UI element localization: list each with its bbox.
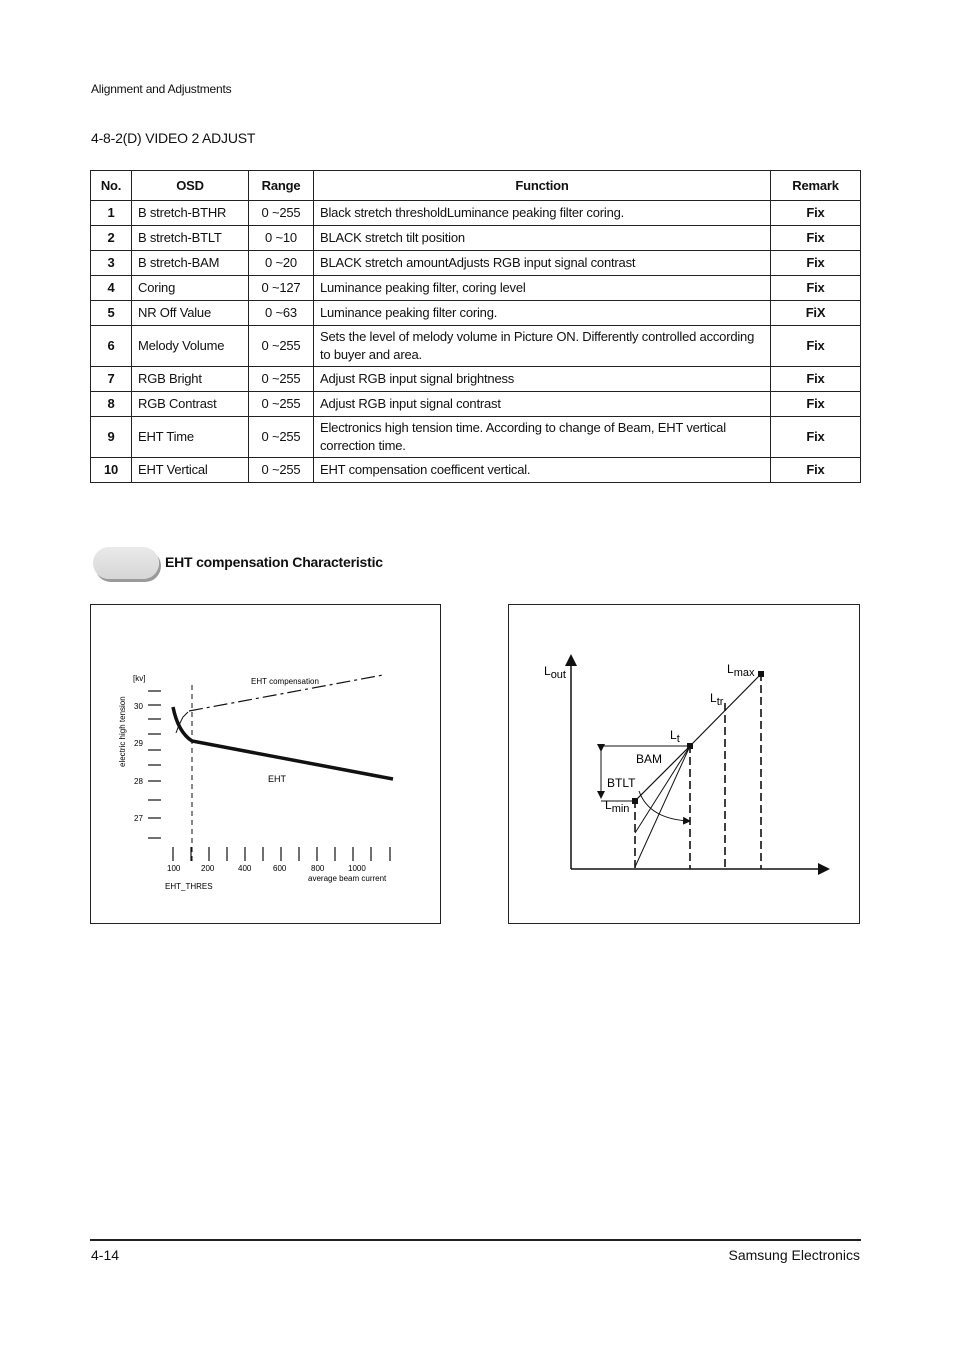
cell-function: Luminance peaking filter coring. [314, 301, 771, 326]
eht-curve [173, 707, 393, 779]
l-out-label: Lout [544, 664, 566, 681]
eht-section-title: EHT compensation Characteristic [165, 554, 383, 570]
table-row [91, 392, 861, 417]
lmax-point [758, 671, 764, 677]
lmin-point [632, 798, 638, 804]
cell-function: BLACK stretch tilt position [314, 226, 771, 251]
y-tick-label: 30 [134, 702, 143, 711]
table-row [91, 326, 861, 367]
cell-osd: RGB Bright [132, 367, 249, 392]
cell-remark: Fix [771, 326, 861, 367]
cell-no: 5 [91, 301, 132, 326]
cell-function: BLACK stretch amountAdjusts RGB input signal contrast [314, 251, 771, 276]
cell-osd: EHT Time [132, 417, 249, 458]
cell-range: 0 ~255 [249, 417, 314, 458]
y-tick-label: 28 [134, 777, 143, 786]
table-row [91, 226, 861, 251]
cell-range: 0 ~127 [249, 276, 314, 301]
eht-label: EHT [268, 774, 286, 784]
cell-no: 4 [91, 276, 132, 301]
cell-remark: Fix [771, 251, 861, 276]
x-tick-label: 800 [311, 864, 325, 873]
video2-adjust-table [90, 170, 861, 483]
cell-osd: B stretch-BTHR [132, 201, 249, 226]
x-axis-label: average beam current [308, 874, 387, 883]
l-min-label: Lmin [605, 798, 630, 815]
cell-no: 8 [91, 392, 132, 417]
cell-function: Black stretch thresholdLuminance peaking filter coring. [314, 201, 771, 226]
cell-range: 0 ~255 [249, 326, 314, 367]
running-head: Alignment and Adjustments [91, 82, 232, 96]
cell-range: 0 ~20 [249, 251, 314, 276]
table-row [91, 458, 861, 483]
x-tick-label: 600 [273, 864, 287, 873]
y-tick-marks [148, 691, 161, 838]
table-body [91, 201, 861, 483]
l-t-label: Lt [670, 728, 680, 745]
cell-osd: EHT Vertical [132, 458, 249, 483]
cell-no: 10 [91, 458, 132, 483]
bam-label: BAM [636, 752, 663, 766]
table-row [91, 251, 861, 276]
transfer-upper [690, 674, 761, 746]
cell-function: Electronics high tension time. According to change of Beam, EHT vertical correction time. [314, 417, 771, 458]
x-tick-label: 400 [238, 864, 252, 873]
cell-range: 0 ~63 [249, 301, 314, 326]
btlt-label: BTLT [607, 776, 636, 790]
cell-range: 0 ~255 [249, 201, 314, 226]
footer-rule [90, 1239, 861, 1241]
unit-label: [kv] [133, 674, 146, 683]
table-row [91, 301, 861, 326]
x-tick-marks [173, 847, 390, 861]
cell-remark: Fix [771, 276, 861, 301]
cell-osd: B stretch-BAM [132, 251, 249, 276]
section-title: 4-8-2(D) VIDEO 2 ADJUST [91, 130, 256, 146]
section-marker-pill [93, 547, 159, 579]
table-row [91, 276, 861, 301]
cell-no: 3 [91, 251, 132, 276]
table-header-row [91, 171, 861, 201]
y-tick-label: 29 [134, 739, 143, 748]
col-header-remark: Remark [771, 171, 861, 201]
company-name: Samsung Electronics [728, 1247, 860, 1263]
col-header-no: No. [91, 171, 132, 201]
eht-chart-frame [90, 604, 441, 924]
l-tr-label: Ltr [710, 691, 724, 708]
black-stretch-diagram [509, 605, 859, 923]
cell-remark: Fix [771, 226, 861, 251]
cell-no: 9 [91, 417, 132, 458]
y-axis-label: electric high tension [118, 696, 127, 767]
x-tick-label: 1000 [348, 864, 366, 873]
cell-range: 0 ~255 [249, 458, 314, 483]
cell-osd: Coring [132, 276, 249, 301]
cell-remark: Fix [771, 458, 861, 483]
x-tick-label: 200 [201, 864, 215, 873]
col-header-osd: OSD [132, 171, 249, 201]
col-header-function: Function [314, 171, 771, 201]
cell-no: 2 [91, 226, 132, 251]
cell-remark: FiX [771, 301, 861, 326]
cell-function: Adjust RGB input signal contrast [314, 392, 771, 417]
x-tick-label: 100 [167, 864, 181, 873]
cell-osd: RGB Contrast [132, 392, 249, 417]
cell-osd: Melody Volume [132, 326, 249, 367]
cell-remark: Fix [771, 201, 861, 226]
table-row [91, 417, 861, 458]
eht-chart [91, 605, 440, 923]
guide-lines [635, 673, 761, 869]
cell-no: 6 [91, 326, 132, 367]
lt-point [687, 743, 693, 749]
cell-remark: Fix [771, 392, 861, 417]
cell-remark: Fix [771, 367, 861, 392]
cell-osd: B stretch-BTLT [132, 226, 249, 251]
y-tick-label: 27 [134, 814, 143, 823]
table-row [91, 367, 861, 392]
l-max-label: Lmax [727, 662, 755, 679]
cell-range: 0 ~10 [249, 226, 314, 251]
cell-remark: Fix [771, 417, 861, 458]
cell-function: EHT compensation coefficent vertical. [314, 458, 771, 483]
threshold-label: EHT_THRES [165, 882, 213, 891]
cell-osd: NR Off Value [132, 301, 249, 326]
table-row [91, 201, 861, 226]
cell-range: 0 ~255 [249, 367, 314, 392]
cell-function: Sets the level of melody volume in Picture ON. Differently controlled according to buyer and area. [314, 326, 771, 367]
cell-no: 7 [91, 367, 132, 392]
page-number: 4-14 [91, 1247, 120, 1263]
cell-function: Adjust RGB input signal brightness [314, 367, 771, 392]
tilt-arc [639, 791, 689, 821]
col-header-range: Range [249, 171, 314, 201]
cell-no: 1 [91, 201, 132, 226]
cell-range: 0 ~255 [249, 392, 314, 417]
black-stretch-diagram-frame [508, 604, 860, 924]
eht-compensation-label: EHT compensation [251, 677, 319, 686]
cell-function: Luminance peaking filter, coring level [314, 276, 771, 301]
